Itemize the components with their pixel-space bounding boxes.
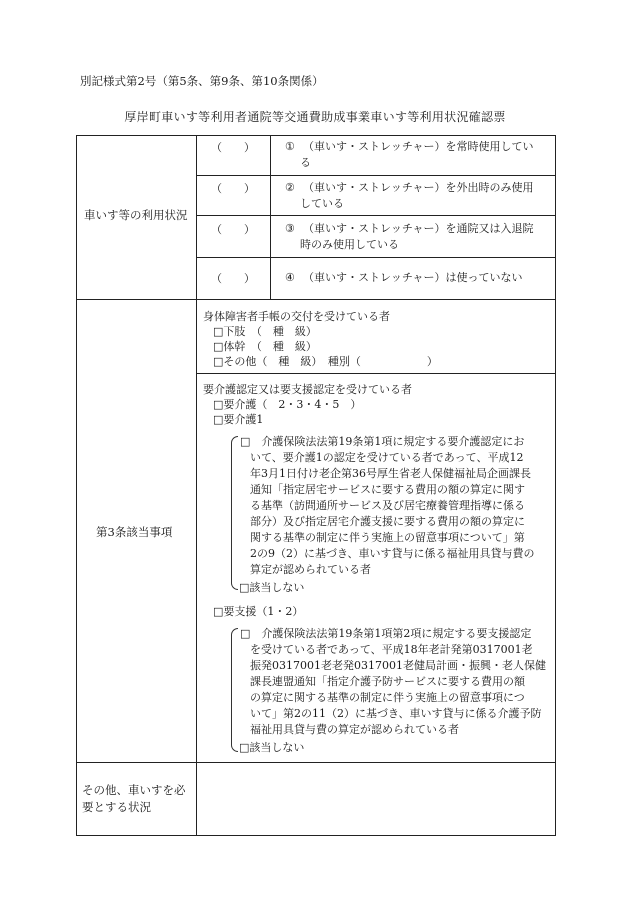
care-heading: 要介護認定又は要支援認定を受けている者	[203, 383, 412, 396]
bracket-left	[231, 436, 238, 590]
checkbox-care-level-1[interactable]: □要介護1	[213, 413, 264, 426]
checkbox-trunk[interactable]: □体幹 （ 種 級）	[213, 340, 317, 353]
usage-check-1[interactable]: （ ）	[211, 141, 255, 154]
checkbox-support-level[interactable]: □要支援（1・2）	[213, 605, 304, 618]
form-number: 別記様式第2号（第5条、第9条、第10条関係）	[80, 74, 324, 88]
checkbox-care-level-2-5[interactable]: □要介護（ 2・3・4・5 ）	[213, 398, 362, 411]
usage-status-label: 車いす等の利用状況	[84, 208, 188, 222]
checkbox-other[interactable]: □その他（ 種 級） 種別（ ）	[213, 355, 438, 368]
checkbox-care1-not-applicable[interactable]: □該当しない	[239, 581, 305, 594]
eligibility-label: 第3条該当事項	[96, 525, 173, 539]
checkbox-support-not-applicable[interactable]: □該当しない	[239, 741, 305, 754]
other-situation-field[interactable]	[198, 764, 554, 834]
usage-check-2[interactable]: （ ）	[211, 182, 255, 195]
usage-check-3[interactable]: （ ）	[211, 223, 255, 236]
disability-heading: 身体障害者手帳の交付を受けている者	[203, 310, 390, 323]
bracket-left	[231, 628, 238, 752]
page-title: 厚岸町車いす等利用者通院等交通費助成事業車いす等利用状況確認票	[124, 110, 506, 124]
usage-check-4[interactable]: （ ）	[211, 272, 255, 285]
checkbox-lower-limb[interactable]: □下肢 （ 種 級）	[213, 325, 317, 338]
